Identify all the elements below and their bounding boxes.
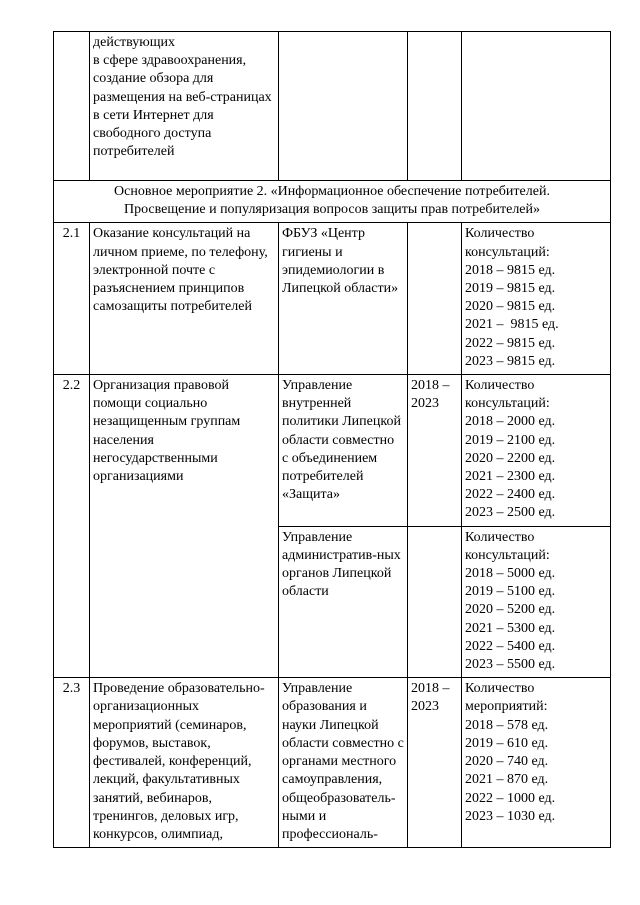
indicator-title: Количество консультаций: (465, 378, 550, 412)
indicator-line: 2020 – 9815 ед. (465, 299, 556, 315)
section-row (54, 181, 611, 223)
row-number-cell: 2.3 (54, 678, 90, 848)
measures-table (53, 31, 611, 848)
executor-cell: ФБУЗ «Центр гигиены и эпидемиологии в Липецкой области» (279, 223, 408, 375)
row-number-cell: 2.2 (54, 375, 90, 678)
indicator-cell (462, 526, 611, 678)
indicator-line: 2019 – 2100 ед. (465, 432, 556, 448)
description-cell: действующих в сфере здравоохранения, создание обзора для размещения на веб-страницах в сети Интернет для свободного доступа потребителей (90, 32, 279, 181)
executor-cell (279, 32, 408, 181)
indicator-line: 2023 – 5500 ед. (465, 657, 556, 673)
indicator-line: 2021 – 870 ед. (465, 772, 549, 788)
period-cell (408, 223, 462, 375)
executor-cell: Управление внутренней политики Липецкой области совместно с объединением потребителей «Защита» (279, 375, 408, 527)
indicator-line: 2022 – 9815 ед. (465, 335, 556, 351)
indicator-line: 2018 – 2000 ед. (465, 414, 556, 430)
indicator-line: 2021 – 9815 ед. (465, 317, 559, 333)
indicator-line: 2018 – 9815 ед. (465, 262, 556, 278)
period-cell (408, 526, 462, 678)
indicator-line: 2023 – 2500 ед. (465, 505, 556, 521)
indicator-line: 2021 – 2300 ед. (465, 469, 556, 485)
executor-cell: Управление образования и науки Липецкой области совместно с органами местного самоуправления, общеобразователь-ными и профессиональ- (279, 678, 408, 848)
table-row (54, 223, 611, 375)
row-number-cell (54, 32, 90, 181)
indicator-line: 2019 – 5100 ед. (465, 584, 556, 600)
indicator-line: 2019 – 610 ед. (465, 735, 549, 751)
period-cell: 2018 – 2023 (408, 678, 462, 848)
indicator-line: 2019 – 9815 ед. (465, 281, 556, 297)
indicator-line: 2020 – 2200 ед. (465, 450, 556, 466)
indicator-line: 2020 – 5200 ед. (465, 602, 556, 618)
table-row (54, 678, 611, 848)
table-row (54, 32, 611, 181)
period-cell (408, 32, 462, 181)
description-cell: Организация правовой помощи социально незащищенным группам населения негосударственными организациями (90, 375, 279, 678)
description-cell: Оказание консультаций на личном приеме, по телефону, электронной почте с разъяснением принципов самозащиты потребителей (90, 223, 279, 375)
indicator-line: 2020 – 740 ед. (465, 754, 549, 770)
section-title: Основное мероприятие 2. «Информационное обеспечение потребителей. Просвещение и популяризация вопросов защиты прав потребителей» (54, 181, 611, 223)
period-cell: 2018 – 2023 (408, 375, 462, 527)
row-number-cell: 2.1 (54, 223, 90, 375)
indicator-line: 2021 – 5300 ед. (465, 620, 556, 636)
indicator-cell (462, 375, 611, 527)
indicator-title: Количество мероприятий: (465, 681, 548, 715)
executor-cell: Управление административ-ных органов Липецкой области (279, 526, 408, 678)
indicator-line: 2022 – 1000 ед. (465, 790, 556, 806)
indicator-line: 2023 – 1030 ед. (465, 808, 556, 824)
indicator-line: 2023 – 9815 ед. (465, 353, 556, 369)
indicator-line: 2022 – 2400 ед. (465, 487, 556, 503)
indicator-cell (462, 678, 611, 848)
indicator-line: 2022 – 5400 ед. (465, 638, 556, 654)
indicator-cell (462, 32, 611, 181)
description-cell: Проведение образовательно-организационных мероприятий (семинаров, форумов, выставок, фестивалей, конференций, лекций, факультативных занятий, вебинаров, тренингов, деловых игр, конкурсов, олимпиад, (90, 678, 279, 848)
indicator-cell (462, 223, 611, 375)
indicator-line: 2018 – 578 ед. (465, 717, 549, 733)
indicator-title: Количество консультаций: (465, 226, 550, 260)
indicator-title: Количество консультаций: (465, 529, 550, 563)
indicator-line: 2018 – 5000 ед. (465, 566, 556, 582)
table-row (54, 375, 611, 527)
